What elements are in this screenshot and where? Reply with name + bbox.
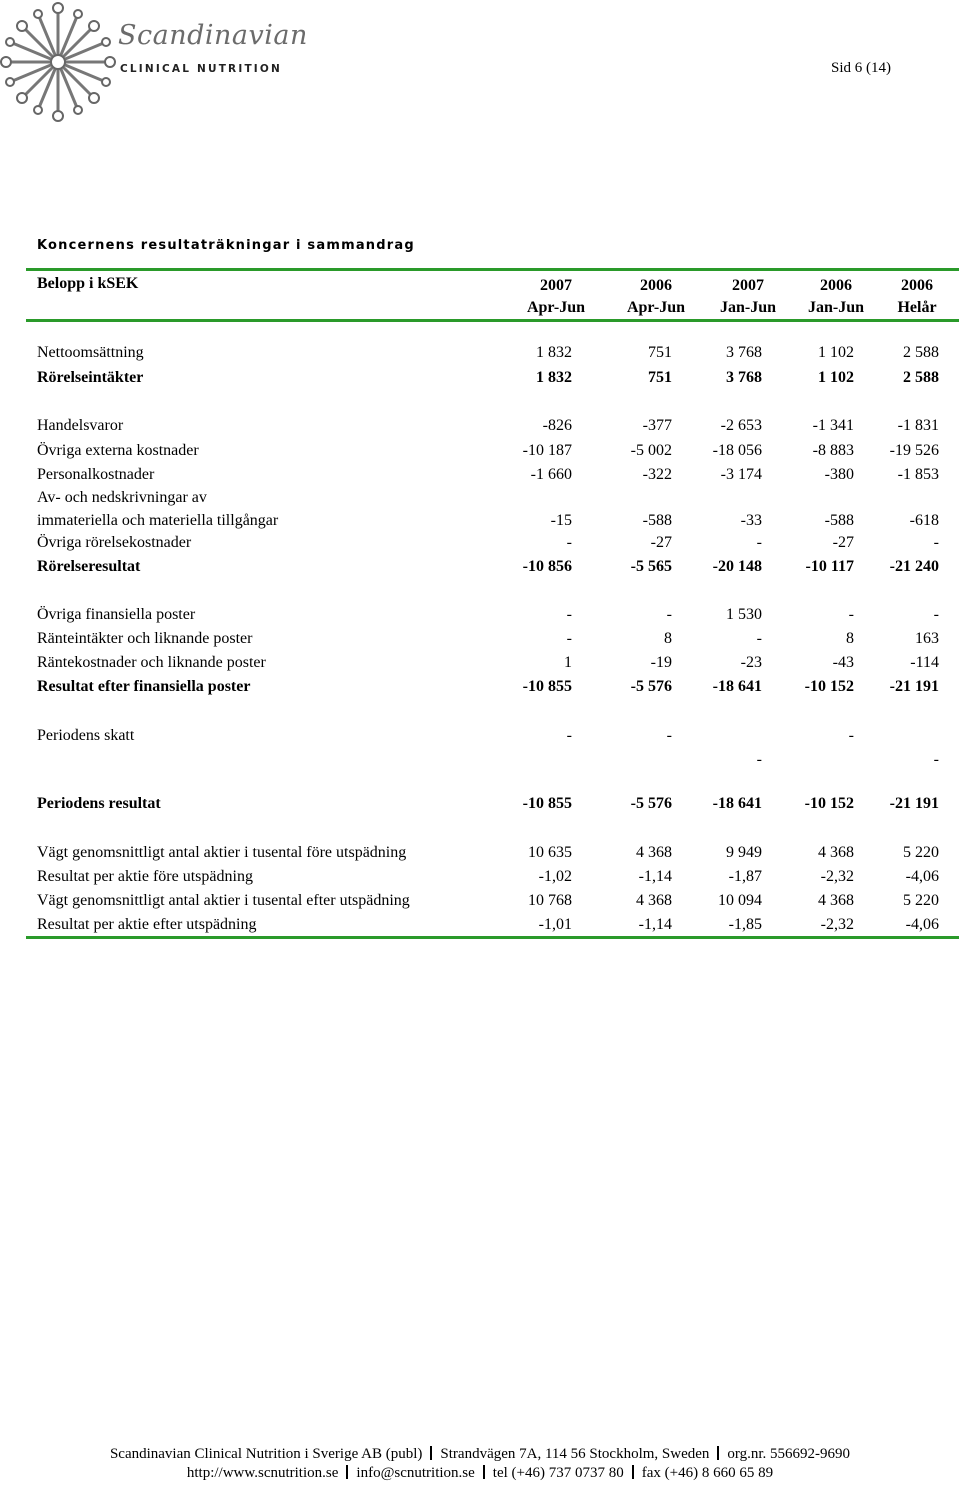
row-label: immateriella och materiella tillgångar — [37, 512, 279, 529]
row-value: 2 588 — [903, 369, 939, 386]
table-row — [37, 342, 950, 364]
row-value: -5 576 — [630, 795, 672, 812]
row-label: Periodens skatt — [37, 727, 135, 744]
row-value: -23 — [740, 654, 762, 671]
footer-line-2 — [0, 1465, 960, 1482]
row-label: Resultat efter finansiella poster — [37, 678, 251, 695]
row-value: -21 191 — [889, 795, 939, 812]
footer-separator — [346, 1465, 348, 1479]
row-value: 10 768 — [528, 892, 572, 909]
table-row — [37, 725, 950, 747]
row-value: 4 368 — [818, 892, 854, 909]
section-title: Koncernens resultaträkningar i sammandrag — [37, 238, 415, 253]
row-value: 751 — [648, 369, 672, 386]
row-value: -2,32 — [820, 868, 854, 885]
row-value: 1 530 — [726, 606, 762, 623]
row-value: -18 056 — [712, 442, 762, 459]
row-value: -1,14 — [638, 868, 672, 885]
table-row — [37, 556, 950, 578]
row-value: 3 768 — [726, 344, 762, 361]
row-value: - — [756, 534, 762, 551]
column-header — [791, 275, 881, 319]
table-row — [37, 440, 950, 462]
row-label: Vägt genomsnittligt antal aktier i tusental efter utspädning — [37, 892, 410, 909]
row-value: -20 148 — [712, 558, 762, 575]
company-logo — [0, 0, 308, 125]
footer-separator — [717, 1446, 719, 1460]
row-value: - — [666, 727, 672, 744]
row-label: Rörelseresultat — [37, 558, 141, 575]
row-value: -377 — [642, 417, 672, 434]
row-value: - — [756, 751, 762, 768]
column-year: 2006 — [640, 277, 672, 294]
column-header — [511, 275, 601, 319]
row-label: Resultat per aktie före utspädning — [37, 868, 253, 885]
table-row — [37, 604, 950, 626]
page-number: Sid 6 (14) — [831, 60, 891, 76]
row-value: -18 641 — [712, 678, 762, 695]
row-value: - — [933, 534, 939, 551]
row-value: - — [756, 630, 762, 647]
row-value: -10 117 — [805, 558, 854, 575]
row-label: Räntekostnader och liknande poster — [37, 654, 266, 671]
row-value: -15 — [550, 512, 572, 529]
table-row — [37, 793, 950, 815]
row-value: -1,85 — [728, 916, 762, 933]
row-value: 8 — [664, 630, 672, 647]
row-value: -18 641 — [712, 795, 762, 812]
column-period: Jan-Jun — [807, 299, 865, 316]
footer-address: Strandvägen 7A, 114 56 Stockholm, Sweden — [440, 1446, 710, 1462]
row-label: Nettoomsättning — [37, 344, 144, 361]
row-label: Rörelseintäkter — [37, 369, 144, 386]
table-row — [37, 464, 950, 486]
row-label: Av- och nedskrivningar av — [37, 489, 207, 506]
footer-separator — [483, 1465, 485, 1479]
row-value: -2,32 — [820, 916, 854, 933]
row-value: -4,06 — [905, 868, 939, 885]
row-value: -4,06 — [905, 916, 939, 933]
row-value: -1,01 — [538, 916, 572, 933]
logo-subtitle: CLINICAL NUTRITION — [120, 63, 283, 75]
income-statement-table — [26, 268, 959, 322]
row-value: - — [848, 727, 854, 744]
row-label: Handelsvaror — [37, 417, 124, 434]
table-bottom-rule — [26, 936, 959, 939]
row-value: -618 — [909, 512, 939, 529]
row-value: -19 — [650, 654, 672, 671]
footer-separator — [430, 1446, 432, 1460]
table-row — [37, 676, 950, 698]
row-label: Periodens resultat — [37, 795, 161, 812]
row-value: -1 831 — [897, 417, 939, 434]
row-label: Personalkostnader — [37, 466, 155, 483]
row-value: - — [933, 751, 939, 768]
row-value: -114 — [910, 654, 939, 671]
footer-separator — [632, 1465, 634, 1479]
row-value: -8 883 — [812, 442, 854, 459]
row-value: 3 768 — [726, 369, 762, 386]
row-value: -1,02 — [538, 868, 572, 885]
row-value: 1 832 — [536, 369, 572, 386]
row-value: -5 002 — [630, 442, 672, 459]
row-value: 8 — [846, 630, 854, 647]
column-period: Helår — [897, 299, 937, 316]
row-value: -10 856 — [522, 558, 572, 575]
row-value: -10 152 — [804, 678, 854, 695]
column-header — [881, 275, 953, 319]
row-value: -2 653 — [720, 417, 762, 434]
column-header — [703, 275, 793, 319]
row-value: 751 — [648, 344, 672, 361]
table-row — [37, 842, 950, 864]
column-year: 2006 — [820, 277, 852, 294]
row-label: Ränteintäkter och liknande poster — [37, 630, 253, 647]
table-row — [37, 415, 950, 437]
column-period: Apr-Jun — [526, 299, 586, 316]
row-value: -3 174 — [720, 466, 762, 483]
row-value: 2 588 — [903, 344, 939, 361]
footer-phone: tel (+46) 737 0737 80 — [492, 1465, 624, 1481]
row-value: -21 240 — [889, 558, 939, 575]
row-value: -322 — [642, 466, 672, 483]
row-value: -1,14 — [638, 916, 672, 933]
row-value: -43 — [832, 654, 854, 671]
row-value: - — [566, 606, 572, 623]
column-period: Jan-Jun — [719, 299, 777, 316]
logo-name: Scandinavian — [118, 20, 308, 51]
row-value: -380 — [824, 466, 854, 483]
row-value: -10 152 — [804, 795, 854, 812]
row-label: Övriga rörelsekostnader — [37, 534, 192, 551]
row-value: - — [848, 606, 854, 623]
table-row — [37, 890, 950, 912]
row-value: -27 — [832, 534, 854, 551]
footer-email-link[interactable]: info@scnutrition.se — [356, 1465, 475, 1481]
row-value: 5 220 — [903, 844, 939, 861]
row-value: - — [566, 534, 572, 551]
row-value: 4 368 — [636, 844, 672, 861]
row-value: -21 191 — [889, 678, 939, 695]
table-row — [37, 628, 950, 650]
row-value: -10 855 — [522, 678, 572, 695]
table-header — [26, 268, 959, 322]
row-value: -27 — [650, 534, 672, 551]
footer-orgnr: org.nr. 556692-9690 — [727, 1446, 851, 1462]
row-value: -1 341 — [812, 417, 854, 434]
row-value: 4 368 — [818, 844, 854, 861]
table-row — [37, 367, 950, 389]
row-value: 9 949 — [726, 844, 762, 861]
column-year: 2006 — [901, 277, 933, 294]
row-value: - — [566, 630, 572, 647]
column-year: 2007 — [732, 277, 764, 294]
table-row — [37, 510, 950, 532]
row-value: 10 635 — [528, 844, 572, 861]
table-row — [37, 487, 950, 509]
row-value: 163 — [915, 630, 939, 647]
label-column-header: Belopp i kSEK — [37, 275, 139, 292]
table-row — [37, 532, 950, 554]
table-row — [37, 914, 950, 936]
footer-line-1 — [0, 1446, 960, 1463]
row-value: - — [666, 606, 672, 623]
row-value: -5 565 — [630, 558, 672, 575]
row-value: -826 — [542, 417, 572, 434]
column-header — [611, 275, 701, 319]
row-label: Resultat per aktie efter utspädning — [37, 916, 257, 933]
row-label: Vägt genomsnittligt antal aktier i tusental före utspädning — [37, 844, 407, 861]
row-value: 5 220 — [903, 892, 939, 909]
column-year: 2007 — [540, 277, 572, 294]
row-value: -588 — [824, 512, 854, 529]
row-value: -10 855 — [522, 795, 572, 812]
star-flower-icon — [0, 0, 120, 125]
footer-company: Scandinavian Clinical Nutrition i Sverige AB (publ) — [109, 1446, 423, 1462]
row-label: Övriga externa kostnader — [37, 442, 199, 459]
row-value: 1 102 — [818, 369, 854, 386]
footer-fax: fax (+46) 8 660 65 89 — [641, 1465, 774, 1481]
row-value: -19 526 — [889, 442, 939, 459]
row-value: -1 660 — [530, 466, 572, 483]
row-value: -1 853 — [897, 466, 939, 483]
row-value: 1 102 — [818, 344, 854, 361]
row-value: -10 187 — [522, 442, 572, 459]
table-row — [37, 866, 950, 888]
row-value: 1 832 — [536, 344, 572, 361]
row-value: -588 — [642, 512, 672, 529]
table-row — [37, 652, 950, 674]
row-value: - — [933, 606, 939, 623]
row-value: -1,87 — [728, 868, 762, 885]
row-value: 10 094 — [718, 892, 762, 909]
row-value: 1 — [564, 654, 572, 671]
footer-website-link[interactable]: http://www.scnutrition.se — [186, 1465, 339, 1481]
row-value: -5 576 — [630, 678, 672, 695]
row-label: Övriga finansiella poster — [37, 606, 196, 623]
table-row — [37, 749, 950, 771]
row-value: - — [566, 727, 572, 744]
row-value: -33 — [740, 512, 762, 529]
column-period: Apr-Jun — [626, 299, 686, 316]
row-value: 4 368 — [636, 892, 672, 909]
